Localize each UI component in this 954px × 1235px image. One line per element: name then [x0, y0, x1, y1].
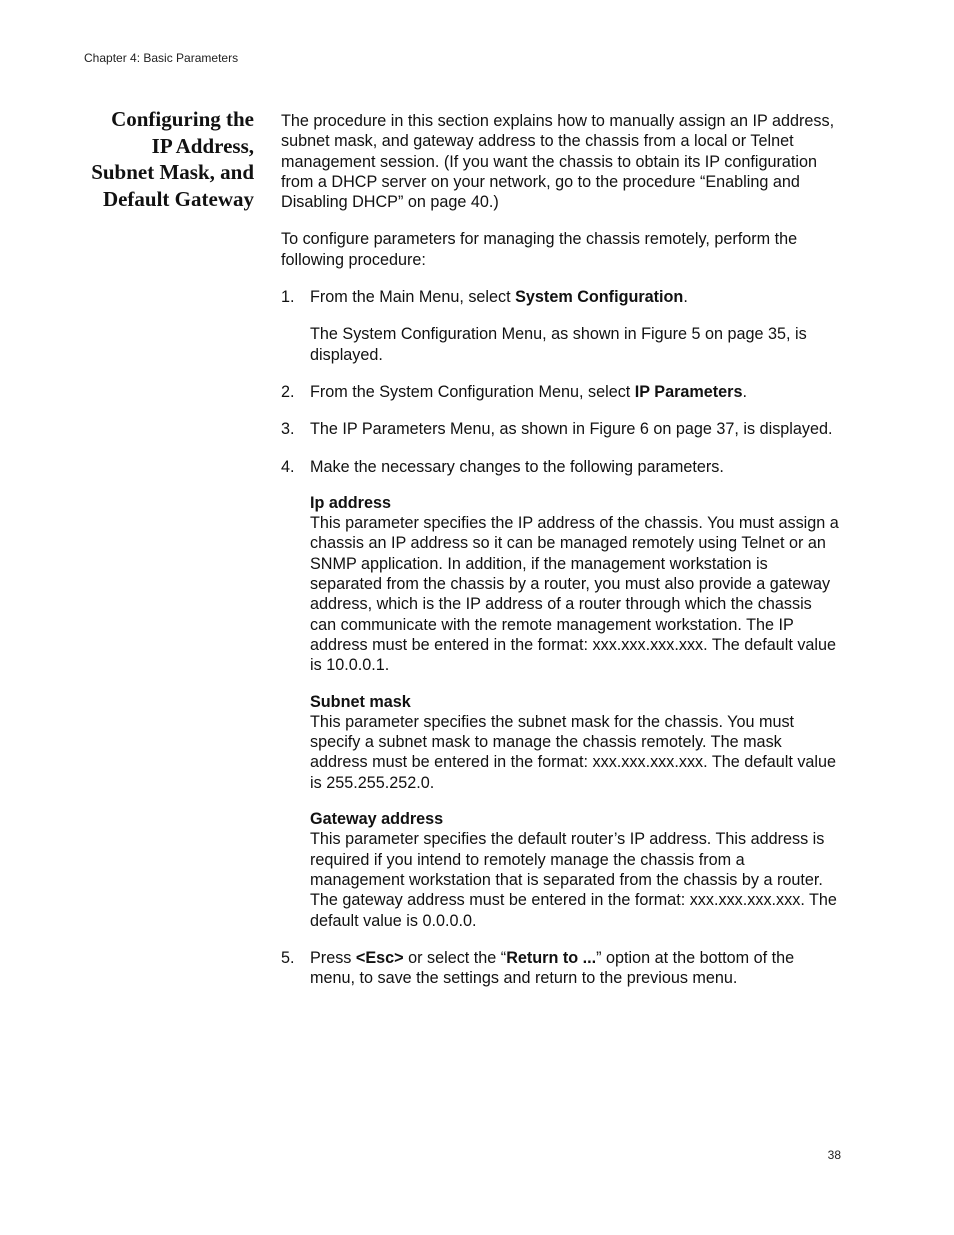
- step-number: 1.: [281, 288, 295, 307]
- step-2: [281, 382, 841, 402]
- param-name: Ip address: [310, 493, 391, 512]
- section-title-line: Default Gateway: [102, 186, 254, 211]
- step-text: Make the necessary changes to the following parameters.: [310, 457, 724, 476]
- menu-option: IP Parameters: [634, 382, 743, 401]
- body-text: [281, 111, 841, 1005]
- step-number: 2.: [281, 382, 295, 401]
- param-description: This parameter specifies the subnet mask for the chassis. You must specify a subnet mask to manage the chassis remotely. The mask address must be entered in the format: xxx.xxx.xxx.xxx. The default value is 255.255.252.0.: [310, 712, 837, 792]
- step-text: From the System Configuration Menu, select IP Parameters.: [310, 382, 747, 401]
- intro-paragraph: The procedure in this section explains how to manually assign an IP address, subnet mask, and gateway address to the chassis from a local or Telnet management session. (If you want the chassis to obtain its IP configuration from a DHCP server on your network, go to the procedure “Enabling and Disabling DHCP” on page 40.): [281, 112, 835, 212]
- param-description: This parameter specifies the IP address of the chassis. You must assign a chassis an IP address so it can be managed remotely using Telnet or an SNMP application. In addition, if the management workstation is separated from the chassis by a router, you must also provide a gateway address, which is the IP address of a router through which the chassis can communicate with the remote management workstation. The IP address must be entered in the format: xxx.xxx.xxx.xxx. The default value is 10.0.0.1.: [310, 514, 839, 675]
- step-text: The IP Parameters Menu, as shown in Figure 6 on page 37, is displayed.: [310, 420, 833, 439]
- menu-option: Return to ...: [506, 948, 597, 967]
- step-text: From the Main Menu, select System Configuration.: [310, 288, 688, 307]
- step-number: 4.: [281, 457, 295, 476]
- section-title: [60, 106, 254, 212]
- param-name: Gateway address: [310, 810, 444, 829]
- param-gateway-address: [310, 809, 841, 931]
- step-3: [281, 419, 841, 439]
- param-ip-address: [310, 493, 841, 676]
- running-header: Chapter 4: Basic Parameters: [84, 51, 239, 65]
- key-name: <Esc>: [355, 948, 404, 967]
- page-number: 38: [827, 1148, 841, 1162]
- section-title-line: IP Address,: [151, 133, 254, 158]
- step-number: 3.: [281, 420, 295, 439]
- step-text: Press <Esc> or select the “Return to ...” option at the bottom of the menu, to save the settings and return to the previous menu.: [310, 948, 795, 988]
- section-title-line: Configuring the: [111, 107, 254, 131]
- param-subnet-mask: [310, 692, 841, 793]
- section-title-line: Subnet Mask, and: [91, 160, 254, 184]
- step-result: The System Configuration Menu, as shown in Figure 5 on page 35, is displayed.: [310, 325, 807, 364]
- param-name: Subnet mask: [310, 692, 411, 711]
- step-5: [281, 948, 841, 989]
- intro-paragraph: To configure parameters for managing the chassis remotely, perform the following procedure:: [281, 230, 798, 269]
- param-description: This parameter specifies the default router’s IP address. This address is required if you intend to remotely manage the chassis from a management workstation that is separated from the chassis by a router. The gateway address must be entered in the format: xxx.xxx.xxx.xxx. The default value is 0.0.0.0.: [310, 830, 837, 930]
- step-number: 5.: [281, 948, 295, 967]
- menu-option: System Configuration: [515, 288, 684, 307]
- step-4: [281, 457, 841, 931]
- step-1: [281, 287, 841, 365]
